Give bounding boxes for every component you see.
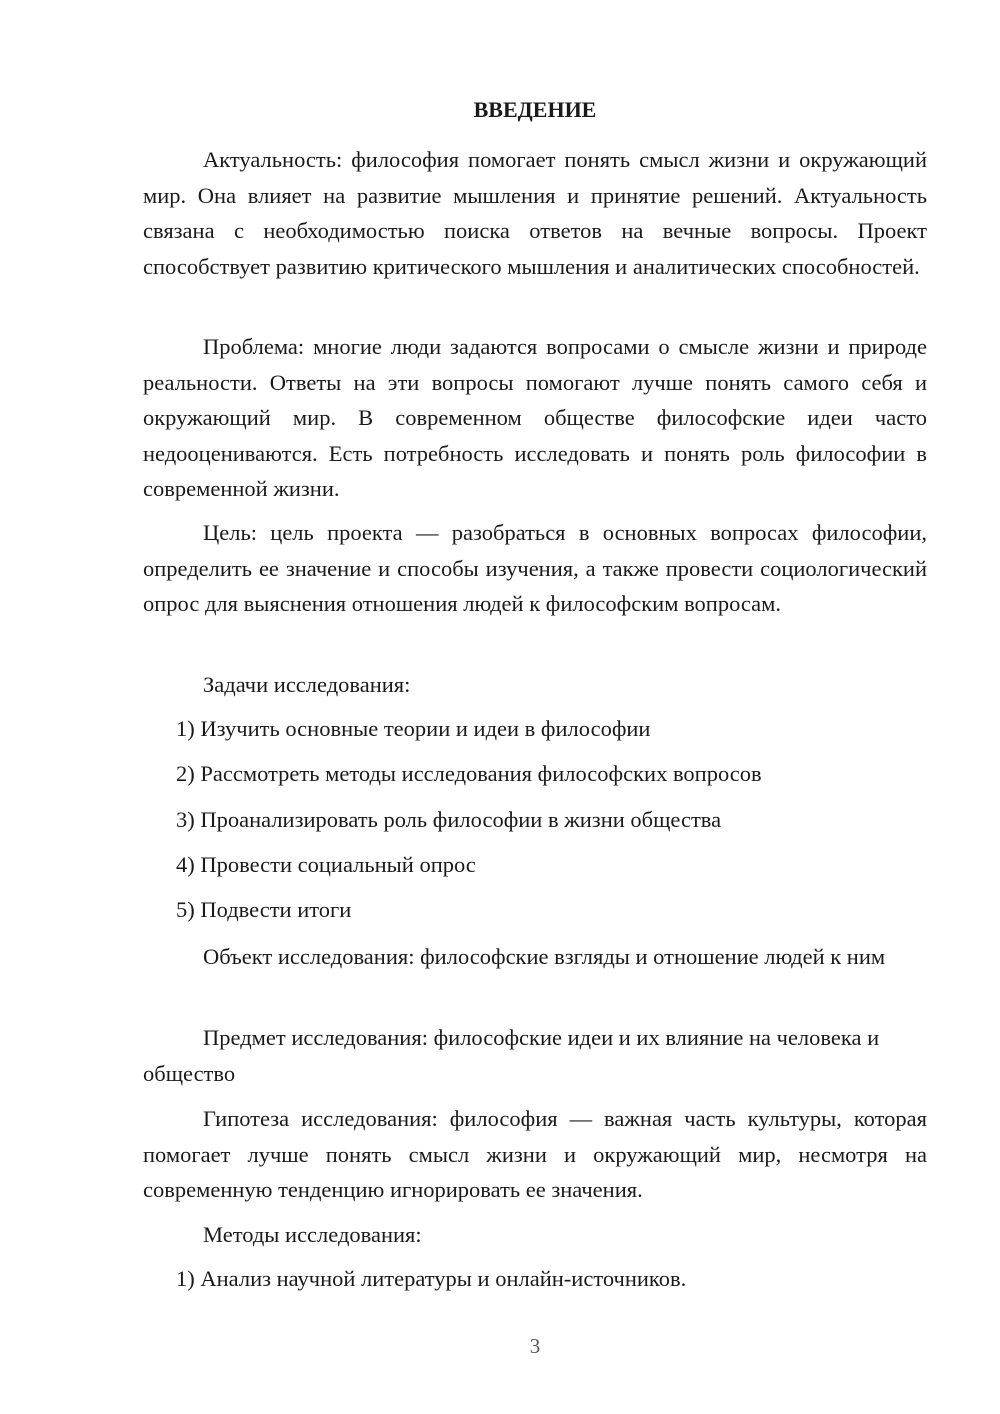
problem-paragraph: Проблема: многие люди задаются вопросами о смысле жизни и природе реальности. Ответы на эти вопросы помогают лучше понять самого себя и окружающий мир. В современном обществе философские идеи часто недооцениваются. Есть потребность исследовать и понять роль философии в современной жизни. (143, 334, 927, 501)
methods-title: Методы исследования: (203, 1222, 422, 1247)
hypothesis-paragraph: Гипотеза исследования: философия — важная часть культуры, которая помогает лучше понять смысл жизни и окружающий мир, несмотря на современную тенденцию игнорировать ее значения. (143, 1106, 927, 1202)
task-item: 4) Провести социальный опрос (176, 852, 476, 877)
method-item: 1) Анализ научной литературы и онлайн-источников. (176, 1266, 687, 1291)
task-item: 2) Рассмотреть методы исследования философских вопросов (176, 761, 762, 786)
document-page (143, 0, 927, 1414)
page-heading: ВВЕДЕНИЕ (473, 97, 597, 122)
goal-paragraph: Цель: цель проекта — разобраться в основных вопросах философии, определить ее значение и способы изучения, а также провести социологический опрос для выяснения отношения людей к философским вопросам. (143, 520, 927, 616)
object-paragraph: Объект исследования: философские взгляды и отношение людей к ним (203, 944, 886, 969)
task-item: 3) Проанализировать роль философии в жизни общества (176, 807, 722, 832)
tasks-title: Задачи исследования: (203, 672, 411, 697)
task-item: 5) Подвести итоги (176, 897, 352, 922)
page-number: 3 (529, 1334, 541, 1358)
task-item: 1) Изучить основные теории и идеи в философии (176, 716, 651, 741)
subject-paragraph: Предмет исследования: философские идеи и их влияние на человека и общество (143, 1025, 880, 1086)
relevance-paragraph: Актуальность: философия помогает понять смысл жизни и окружающий мир. Она влияет на развитие мышления и принятие решений. Актуальность связана с необходимостью поиска ответов на вечные вопросы. Проект способствует развитию критического мышления и аналитических способностей. (143, 147, 927, 279)
